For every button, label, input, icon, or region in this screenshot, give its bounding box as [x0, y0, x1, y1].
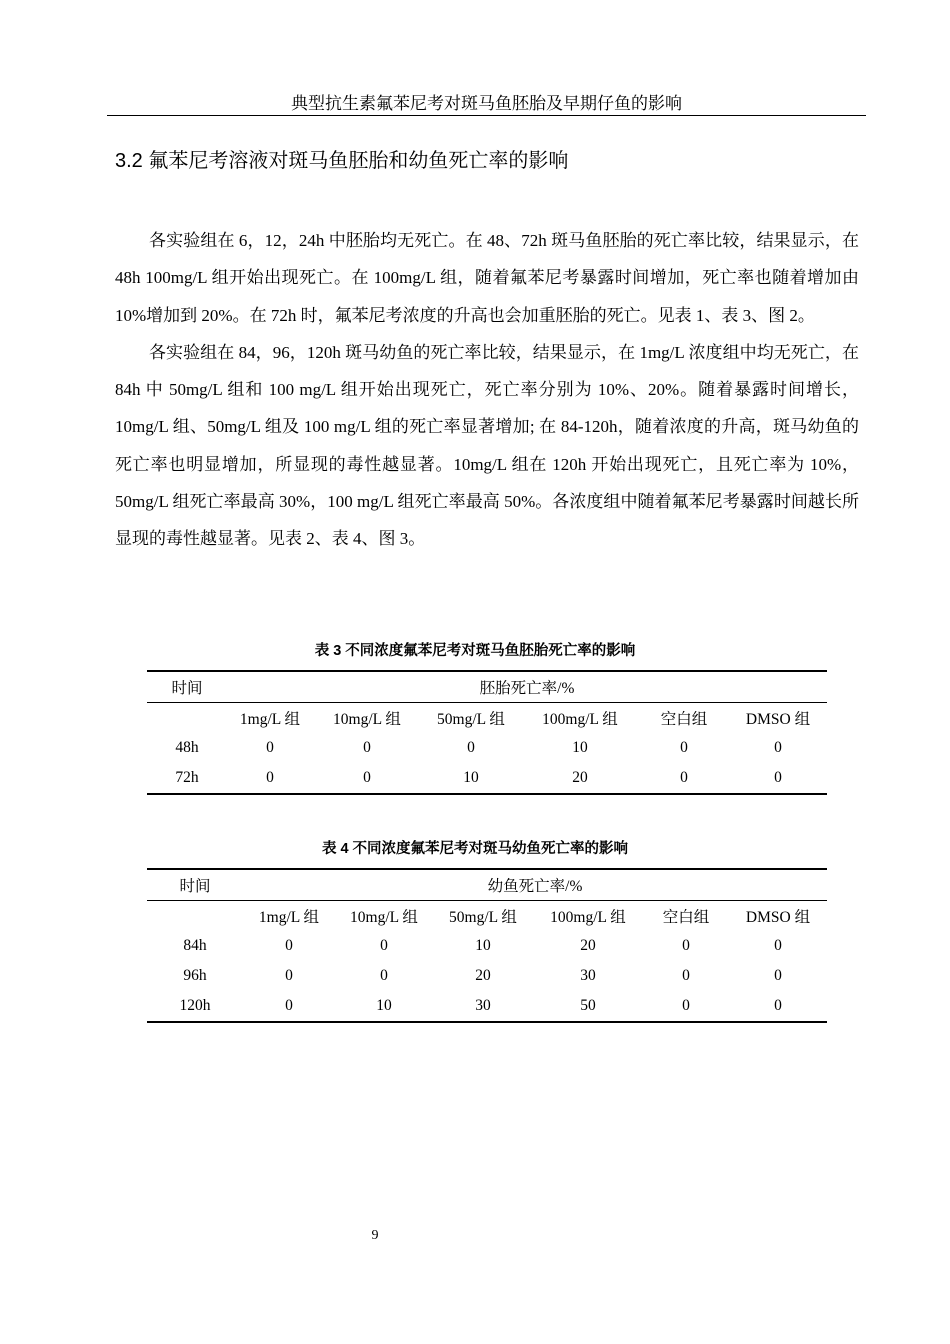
column-header: 100mg/L 组 — [550, 909, 626, 926]
section-title: 3.2 氟苯尼考溶液对斑马鱼胚胎和幼鱼死亡率的影响 — [115, 150, 569, 172]
table-row — [147, 763, 827, 794]
group-header: 胚胎死亡率/% — [479, 680, 575, 697]
column-header: 10mg/L 组 — [350, 909, 418, 926]
column-header: 100mg/L 组 — [542, 711, 618, 728]
cell: 30 — [580, 967, 596, 984]
column-header: 10mg/L 组 — [333, 711, 401, 728]
cell: 0 — [774, 739, 782, 756]
table3-caption: 表 3 不同浓度氟苯尼考对斑马鱼胚胎死亡率的影响 — [314, 643, 636, 659]
table-row — [147, 961, 827, 991]
cell: 0 — [774, 937, 782, 954]
cell: 0 — [285, 997, 293, 1014]
column-header: DMSO 组 — [745, 711, 811, 728]
cell: 30 — [475, 997, 491, 1014]
cell: 20 — [580, 937, 596, 954]
cell: 0 — [680, 739, 688, 756]
cell: 10 — [475, 937, 491, 954]
table4 — [147, 868, 827, 1023]
cell: 0 — [266, 769, 274, 786]
cell: 0 — [774, 769, 782, 786]
time-header: 时间 — [171, 680, 203, 697]
column-header: 空白组 — [660, 711, 708, 728]
cell: 0 — [363, 769, 371, 786]
body-text — [115, 222, 859, 558]
cell: 0 — [682, 967, 690, 984]
cell: 0 — [682, 997, 690, 1014]
cell: 10 — [463, 769, 479, 786]
paragraph: 各实验组在 6，12，24h 中胚胎均无死亡。在 48、72h 斑马鱼胚胎的死亡率比较，结果显示，在 48h 100mg/L 组开始出现死亡。在 100mg/L 组，随着氟苯尼考暴露时间增加，死亡率也随着增加由 10%增加到 20%。在 72h 时，氟苯尼考浓度的升高也会加重胚胎的死亡。见表 1、表 3、图 2。 — [115, 231, 859, 325]
table-row — [147, 991, 827, 1022]
cell: 10 — [572, 739, 588, 756]
cell: 0 — [682, 937, 690, 954]
cell: 0 — [266, 739, 274, 756]
cell: 20 — [475, 967, 491, 984]
table-row — [147, 733, 827, 763]
time-header: 时间 — [179, 878, 211, 895]
table4-caption: 表 4 不同浓度氟苯尼考对斑马幼鱼死亡率的影响 — [321, 841, 629, 857]
table-row — [147, 931, 827, 961]
column-header: 50mg/L 组 — [449, 909, 517, 926]
cell: 0 — [285, 937, 293, 954]
column-header: DMSO 组 — [745, 909, 811, 926]
running-header: 典型抗生素氟苯尼考对斑马鱼胚胎及早期仔鱼的影响 — [291, 94, 682, 113]
column-header: 50mg/L 组 — [437, 711, 505, 728]
column-header: 1mg/L 组 — [258, 909, 320, 926]
cell: 0 — [363, 739, 371, 756]
cell: 20 — [572, 769, 588, 786]
header-rule — [107, 115, 866, 116]
group-header: 幼鱼死亡率/% — [487, 878, 583, 895]
cell: 0 — [774, 967, 782, 984]
column-header: 空白组 — [662, 909, 710, 926]
cell: 0 — [680, 769, 688, 786]
paragraph: 各实验组在 84，96，120h 斑马幼鱼的死亡率比较，结果显示，在 1mg/L 浓度组中均无死亡，在 84h 中 50mg/L 组和 100 mg/L 组开始出现死亡，死亡率分别为 10%、20%。随着暴露时间增长，10mg/L 组、50mg/L 组及 100 mg/L 组的死亡率显著增加; 在 84-120h，随着浓度的升高，斑马幼鱼的死亡率也明显增加，所显现的毒性越显著。10mg/L 组在 120h 开始出现死亡，且死亡率为 10%，50mg/L 组死亡率最高 30%，100 mg/L 组死亡率最高 50%。各浓度组中随着氟苯尼考暴露时间越长所显现的毒性越显著。见表 2、表 4、图 3。 — [115, 342, 859, 549]
page-number: 9 — [371, 1228, 379, 1243]
column-header: 1mg/L 组 — [239, 711, 301, 728]
cell: 0 — [467, 739, 475, 756]
row-time: 96h — [183, 967, 207, 984]
cell: 0 — [380, 937, 388, 954]
table3 — [147, 670, 827, 795]
cell: 10 — [376, 997, 392, 1014]
row-time: 120h — [179, 997, 211, 1014]
cell: 0 — [774, 997, 782, 1014]
row-time: 72h — [175, 769, 199, 786]
cell: 50 — [580, 997, 596, 1014]
row-time: 84h — [183, 937, 207, 954]
row-time: 48h — [175, 739, 199, 756]
cell: 0 — [285, 967, 293, 984]
cell: 0 — [380, 967, 388, 984]
